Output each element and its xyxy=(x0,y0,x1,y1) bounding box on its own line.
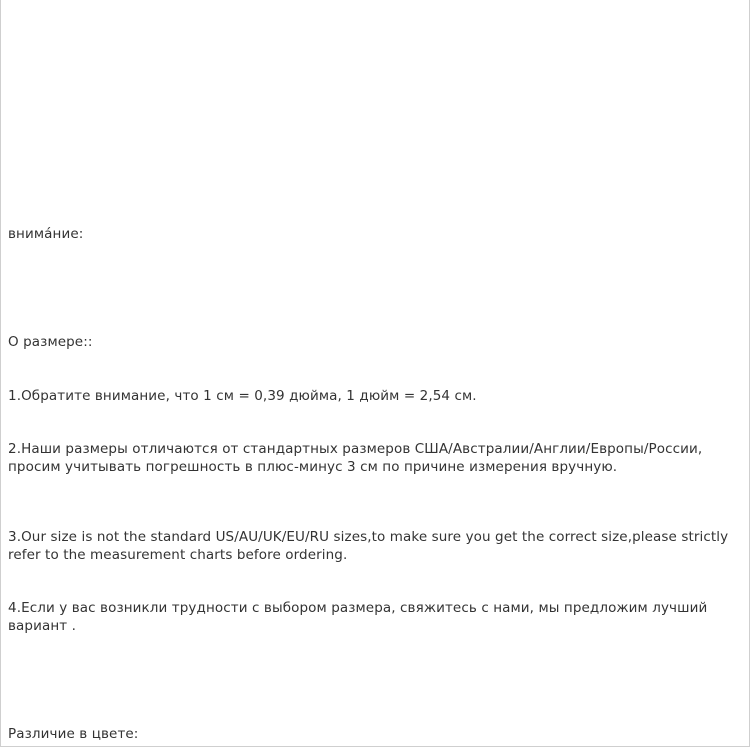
size-point-3: 3.Our size is not the standard US/AU/UK/EU/RU sizes,to make sure you get the correct size,please strictly refer to the measurement charts before ordering. xyxy=(8,529,729,563)
color-heading: Различие в цвете: xyxy=(8,726,139,742)
size-point-1: 1.Обратите внимание, что 1 см = 0,39 дюйма, 1 дюйм = 2,54 см. xyxy=(8,388,477,404)
size-point-4: 4.Если у вас возникли трудности с выбором размера, свяжитесь с нами, мы предложим лучший вариант . xyxy=(8,600,708,634)
size-point-2: 2.Наши размеры отличаются от стандартных размеров США/Австралии/Англии/Европы/России, просим учитывать погрешность в плюс-минус 3 см по причине измерения вручную. xyxy=(8,441,703,475)
size-heading: О размере:: xyxy=(8,334,93,350)
attention-heading: внима́ние: xyxy=(8,226,84,242)
